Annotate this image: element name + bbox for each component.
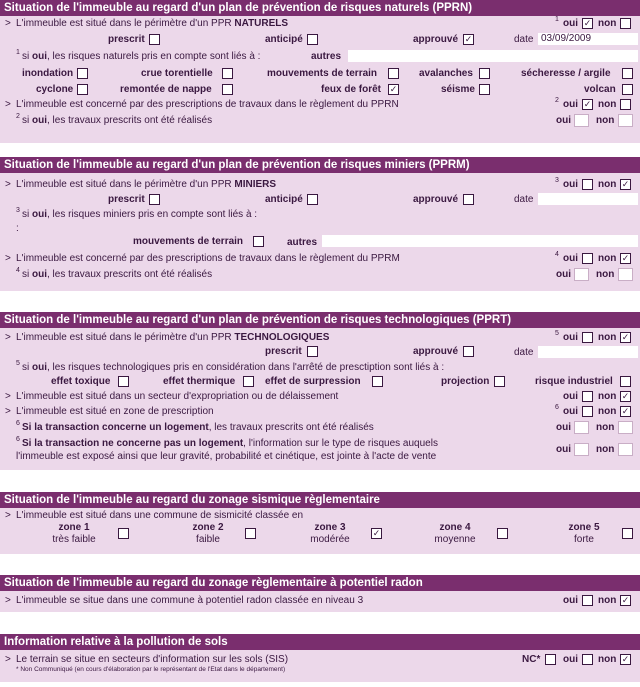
pprm-travaux-oui-box[interactable]	[574, 268, 589, 281]
pprm-line2: si oui, les risques miniers pris en compte sont liés à :	[22, 209, 258, 220]
pprt-non-logement-non-label: non	[596, 444, 615, 455]
section-pprm	[0, 157, 640, 291]
radon-oui-checkbox[interactable]	[582, 595, 593, 606]
pprn-inondation-checkbox[interactable]	[77, 68, 88, 79]
pprn-cyclone-label: cyclone	[36, 84, 74, 95]
pprt-line7: l'immeuble est exposé ainsi que leur gravité, probabilité et cinétique, est jointe à l'acte de vente	[16, 451, 437, 462]
section-sols-title: Information relative à la pollution de sols	[0, 634, 640, 650]
pprt-logement-non-box[interactable]	[618, 421, 633, 434]
pprt-line4: L'immeuble est situé en zone de prescription	[16, 406, 214, 417]
pprn-seisme-checkbox[interactable]	[479, 84, 490, 95]
pprm-oui-label: oui	[563, 179, 578, 190]
pprt-effet-thermique-checkbox[interactable]	[243, 376, 254, 387]
pprm-date-field[interactable]	[538, 193, 638, 205]
pprt-effet-surpression-label: effet de surpression	[265, 376, 361, 387]
pprn-cyclone-checkbox[interactable]	[77, 84, 88, 95]
radon-non-checkbox[interactable]	[620, 595, 631, 606]
pprn-crue-label: crue torentielle	[141, 68, 213, 79]
pprm-line4: si oui, les travaux prescrits ont été réalisés	[22, 269, 213, 280]
pprn-non-checkbox[interactable]	[620, 18, 631, 29]
pprm-mouvements-checkbox[interactable]	[253, 236, 264, 247]
sols-non-label: non	[598, 654, 617, 665]
pprt-line2: si oui, les risques technologiques pris en considération dans l'arrêté de presctiption sont liés à :	[22, 362, 445, 373]
section-radon	[0, 575, 640, 612]
sols-note: * Non Communiqué (en cours d'élaboration par le représentant de l'Etat dans le département)	[16, 666, 286, 673]
pprm-prescriptions-non-checkbox[interactable]	[620, 253, 631, 264]
pprt-approuve-label: approuvé	[413, 346, 459, 357]
section-pprm-title: Situation de l'immeuble au regard d'un plan de prévention de risques miniers (PPRM)	[0, 157, 640, 173]
pprt-prescription-oui-label: oui	[563, 406, 578, 417]
zone-3-level: modérée	[310, 534, 350, 545]
pprt-prescrit-checkbox[interactable]	[307, 346, 318, 357]
pprt-line3: L'immeuble est situé dans un secteur d'expropriation ou de délaissement	[16, 391, 339, 402]
pprt-expropriation-oui-label: oui	[563, 391, 578, 402]
pprn-volcan-checkbox[interactable]	[622, 84, 633, 95]
arrow-marker: >	[5, 406, 11, 417]
footnote-6: 6	[16, 436, 20, 443]
footnote-6: 6	[555, 404, 559, 411]
pprt-line1: L'immeuble est situé dans le périmètre d'un PPR TECHNOLOGIQUES	[16, 332, 330, 343]
section-radon-title: Situation de l'immeuble au regard du zonage règlementaire à potentiel radon	[0, 575, 640, 591]
arrow-marker: >	[5, 99, 11, 110]
arrow-marker: >	[5, 510, 11, 521]
pprm-travaux-non-box[interactable]	[618, 268, 633, 281]
pprt-projection-checkbox[interactable]	[494, 376, 505, 387]
sismique-line1: L'immeuble est situé dans une commune de sismicité classée en	[16, 510, 304, 521]
footnote-5: 5	[16, 360, 20, 367]
pprm-prescriptions-non-label: non	[598, 253, 617, 264]
pprn-seisme-label: séisme	[441, 84, 475, 95]
pprt-oui-label: oui	[563, 332, 578, 343]
pprt-expropriation-oui-checkbox[interactable]	[582, 391, 593, 402]
section-sols	[0, 634, 640, 682]
section-pprt-title: Situation de l'immeuble au regard d'un plan de prévention de risques technologiques (PPRT)	[0, 312, 640, 328]
pprn-secheresse-label: sécheresse / argile	[521, 68, 611, 79]
pprn-approuve-checkbox[interactable]	[463, 34, 474, 45]
pprt-prescrit-label: prescrit	[265, 346, 302, 357]
zone-4-checkbox[interactable]	[497, 528, 508, 539]
zone-1-name: zone 1	[58, 522, 90, 533]
pprt-oui-checkbox[interactable]	[582, 332, 593, 343]
pprt-risque-industriel-checkbox[interactable]	[620, 376, 631, 387]
pprn-feux-checkbox[interactable]	[388, 84, 399, 95]
pprn-line1: L'immeuble est situé dans le périmètre d'un PPR NATURELS	[16, 18, 289, 29]
pprm-autres-label: autres	[287, 237, 318, 248]
pprt-date-field[interactable]	[538, 346, 638, 358]
zone-5-name: zone 5	[568, 522, 600, 533]
pprm-anticipe-checkbox[interactable]	[307, 194, 318, 205]
pprn-mouvements-checkbox[interactable]	[388, 68, 399, 79]
footnote-1: 1	[555, 16, 559, 23]
footnote-2: 2	[555, 97, 559, 104]
pprn-anticipe-checkbox[interactable]	[307, 34, 318, 45]
pprm-line3: L'immeuble est concerné par des prescriptions de travaux dans le règlement du PPRM	[16, 253, 400, 264]
pprn-crue-checkbox[interactable]	[222, 68, 233, 79]
pprt-logement-oui-label: oui	[556, 422, 571, 433]
section-sismique-title: Situation de l'immeuble au regard du zonage sismique règlementaire	[0, 492, 640, 508]
pprt-approuve-checkbox[interactable]	[463, 346, 474, 357]
zone-5-checkbox[interactable]	[622, 528, 633, 539]
pprm-date-label: date	[514, 194, 534, 205]
footnote-3: 3	[16, 207, 20, 214]
pprt-prescription-non-checkbox[interactable]	[620, 406, 631, 417]
pprm-non-checkbox[interactable]	[620, 179, 631, 190]
pprm-non-label: non	[598, 179, 617, 190]
section-pprn	[0, 0, 640, 143]
pprt-line6: Si la transaction ne concerne pas un logement, l'information sur le type de risques auquels	[22, 438, 438, 449]
pprn-secheresse-checkbox[interactable]	[622, 68, 633, 79]
pprn-prescriptions-oui-checkbox[interactable]	[582, 99, 593, 110]
pprn-autres-field[interactable]	[348, 50, 638, 62]
pprt-projection-label: projection	[441, 376, 490, 387]
radon-oui-label: oui	[563, 595, 578, 606]
section-pprt	[0, 312, 640, 470]
footnote-4: 4	[555, 251, 559, 258]
pprm-prescrit-checkbox[interactable]	[149, 194, 160, 205]
pprn-non-label: non	[598, 18, 617, 29]
pprm-approuve-label: approuvé	[413, 194, 459, 205]
sols-non-checkbox[interactable]	[620, 654, 631, 665]
pprm-travaux-oui-label: oui	[556, 269, 571, 280]
pprn-avalanches-checkbox[interactable]	[479, 68, 490, 79]
pprm-prescrit-label: prescrit	[108, 194, 145, 205]
pprm-anticipe-label: anticipé	[265, 194, 303, 205]
zone-2-name: zone 2	[192, 522, 224, 533]
pprm-line1: L'immeuble est situé dans le périmètre d'un PPR MINIERS	[16, 179, 277, 190]
pprn-mouvements-label: mouvements de terrain	[267, 68, 378, 79]
section-sismique	[0, 492, 640, 554]
arrow-marker: >	[5, 595, 11, 606]
zone-5-level: forte	[573, 534, 594, 545]
pprt-effet-toxique-label: effet toxique	[51, 376, 111, 387]
pprm-approuve-checkbox[interactable]	[463, 194, 474, 205]
sols-nc-label: NC*	[522, 654, 541, 665]
pprn-inondation-label: inondation	[22, 68, 74, 79]
pprn-prescrit-checkbox[interactable]	[149, 34, 160, 45]
pprn-travaux-non-box[interactable]	[618, 114, 633, 127]
pprn-line3: L'immeuble est concerné par des prescriptions de travaux dans le règlement du PPRN	[16, 99, 399, 110]
sols-nc-checkbox[interactable]	[545, 654, 556, 665]
pprt-expropriation-non-checkbox[interactable]	[620, 391, 631, 402]
zone-1-checkbox[interactable]	[118, 528, 129, 539]
zone-2-level: faible	[196, 534, 220, 545]
sols-oui-label: oui	[563, 654, 578, 665]
pprn-approuve-label: approuvé	[413, 34, 459, 45]
pprn-prescrit-label: prescrit	[108, 34, 145, 45]
pprt-logement-oui-box[interactable]	[574, 421, 589, 434]
pprn-line2: si oui, les risques naturels pris en compte sont liés à :	[22, 51, 261, 62]
pprn-date-field[interactable]: 03/09/2009	[538, 33, 638, 45]
pprm-prescriptions-oui-checkbox[interactable]	[582, 253, 593, 264]
footnote-1: 1	[16, 49, 20, 56]
pprn-travaux-oui-label: oui	[556, 115, 571, 126]
pprt-effet-surpression-checkbox[interactable]	[372, 376, 383, 387]
pprt-non-checkbox[interactable]	[620, 332, 631, 343]
pprn-remontee-label: remontée de nappe	[120, 84, 212, 95]
pprt-date-label: date	[514, 347, 534, 358]
pprt-non-label: non	[598, 332, 617, 343]
section-pprn-title: Situation de l'immeuble au regard d'un plan de prévention de risques naturels (PPRN)	[0, 0, 640, 16]
pprn-oui-label: oui	[563, 18, 578, 29]
pprn-travaux-oui-box[interactable]	[574, 114, 589, 127]
zone-4-level: moyenne	[434, 534, 476, 545]
footnote-5: 5	[555, 330, 559, 337]
pprn-prescriptions-oui-label: oui	[563, 99, 578, 110]
pprm-autres-field[interactable]	[322, 235, 638, 247]
pprm-travaux-non-label: non	[596, 269, 615, 280]
pprt-non-logement-oui-box[interactable]	[574, 443, 589, 456]
pprt-effet-thermique-label: effet thermique	[163, 376, 236, 387]
zone-4-name: zone 4	[439, 522, 471, 533]
sols-line1: Le terrain se situe en secteurs d'information sur les sols (SIS)	[16, 654, 289, 665]
pprn-date-label: date	[514, 34, 534, 45]
pprn-remontee-checkbox[interactable]	[222, 84, 233, 95]
pprn-avalanches-label: avalanches	[419, 68, 473, 79]
footnote-2: 2	[16, 113, 20, 120]
arrow-marker: >	[5, 253, 11, 264]
pprm-prescriptions-oui-label: oui	[563, 253, 578, 264]
arrow-marker: >	[5, 332, 11, 343]
zone-2-checkbox[interactable]	[245, 528, 256, 539]
pprt-expropriation-non-label: non	[598, 391, 617, 402]
pprm-colon: :	[16, 223, 19, 234]
sols-oui-checkbox[interactable]	[582, 654, 593, 665]
pprt-logement-non-label: non	[596, 422, 615, 433]
pprn-prescriptions-non-checkbox[interactable]	[620, 99, 631, 110]
arrow-marker: >	[5, 391, 11, 402]
zone-1-level: très faible	[52, 534, 96, 545]
arrow-marker: >	[5, 179, 11, 190]
pprn-autres-label: autres	[311, 51, 342, 62]
pprn-prescriptions-non-label: non	[598, 99, 617, 110]
footnote-6: 6	[16, 420, 20, 427]
pprn-travaux-non-label: non	[596, 115, 615, 126]
pprn-oui-checkbox[interactable]	[582, 18, 593, 29]
zone-3-name: zone 3	[314, 522, 346, 533]
pprt-effet-toxique-checkbox[interactable]	[118, 376, 129, 387]
pprm-oui-checkbox[interactable]	[582, 179, 593, 190]
radon-non-label: non	[598, 595, 617, 606]
pprn-volcan-label: volcan	[584, 84, 616, 95]
pprt-risque-industriel-label: risque industriel	[535, 376, 613, 387]
radon-line1: L'immeuble se situe dans une commune à potentiel radon classée en niveau 3	[16, 595, 364, 606]
pprt-prescription-oui-checkbox[interactable]	[582, 406, 593, 417]
pprn-anticipe-label: anticipé	[265, 34, 303, 45]
footnote-4: 4	[16, 267, 20, 274]
footnote-3: 3	[555, 177, 559, 184]
arrow-marker: >	[5, 18, 11, 29]
pprt-non-logement-non-box[interactable]	[618, 443, 633, 456]
pprt-non-logement-oui-label: oui	[556, 444, 571, 455]
pprn-line4: si oui, les travaux prescrits ont été réalisés	[22, 115, 213, 126]
pprm-mouvements-label: mouvements de terrain	[133, 236, 244, 247]
arrow-marker: >	[5, 654, 11, 665]
pprt-line5: Si la transaction concerne un logement, les travaux prescrits ont été réalisés	[22, 422, 374, 433]
pprt-prescription-non-label: non	[598, 406, 617, 417]
zone-3-checkbox[interactable]	[371, 528, 382, 539]
pprn-feux-label: feux de forêt	[321, 84, 382, 95]
